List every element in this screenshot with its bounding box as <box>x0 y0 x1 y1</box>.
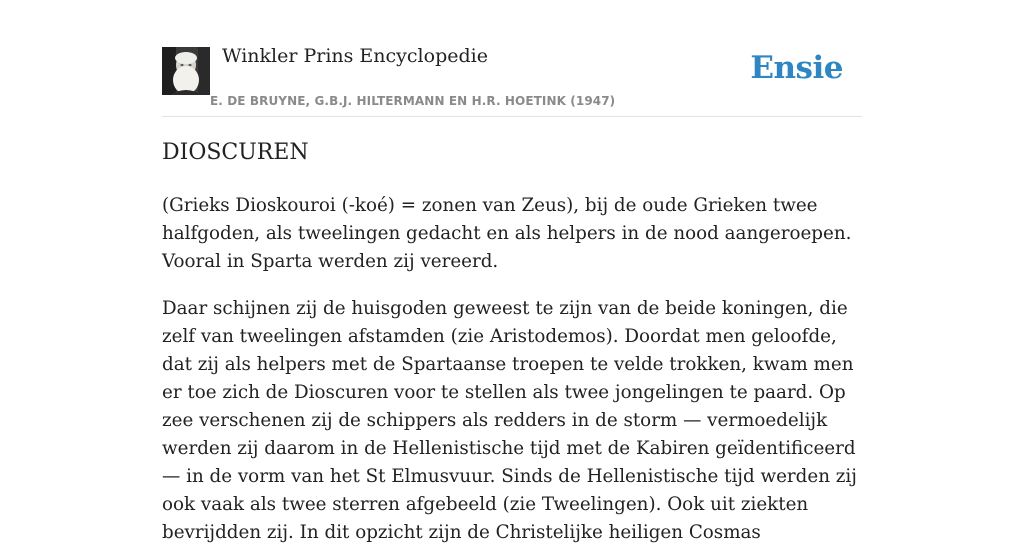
article-paragraph: Daar schijnen zij de huisgoden geweest te zijn van de beide koningen, die zelf van tweelingen afstamden (zie Aristodemos). Doordat men geloofde, dat zij als helpers met de Spartaanse troepen te velde trokken, kwam men er toe zich de Dioscuren voor te stellen als twee jongelingen te paard. Op zee verschenen zij de schippers als redders in de storm — vermoedelijk werden zij daarom in de Hellenistische tijd met de Kabiren geïdentificeerd — in de vorm van het St Elmusvuur. Sinds de Hellenistische tijd werden zij ook vaak als twee sterren afgebeeld (zie Tweelingen). Ook uit ziekten bevrijdden zij. In dit opzicht zijn de Christelijke heiligen Cosmas <box>162 298 857 543</box>
book-authors: E. DE BRUYNE, G.B.J. HILTERMANN EN H.R. HOETINK (1947) <box>210 94 616 108</box>
article-paragraph: (Grieks Dioskouroi (-koé) = zonen van Zeus), bij de oude Grieken twee halfgoden, als tweelingen gedacht en als helpers in de nood aangeroepen. Vooral in Sparta werden zij vereerd. <box>162 195 852 272</box>
portrait-icon <box>162 47 210 95</box>
article-title: DIOSCUREN <box>162 140 309 165</box>
brand-logo[interactable]: Ensie <box>750 50 843 86</box>
header <box>162 0 862 117</box>
author-avatar[interactable] <box>162 47 210 95</box>
book-title[interactable]: Winkler Prins Encyclopedie <box>222 45 488 67</box>
